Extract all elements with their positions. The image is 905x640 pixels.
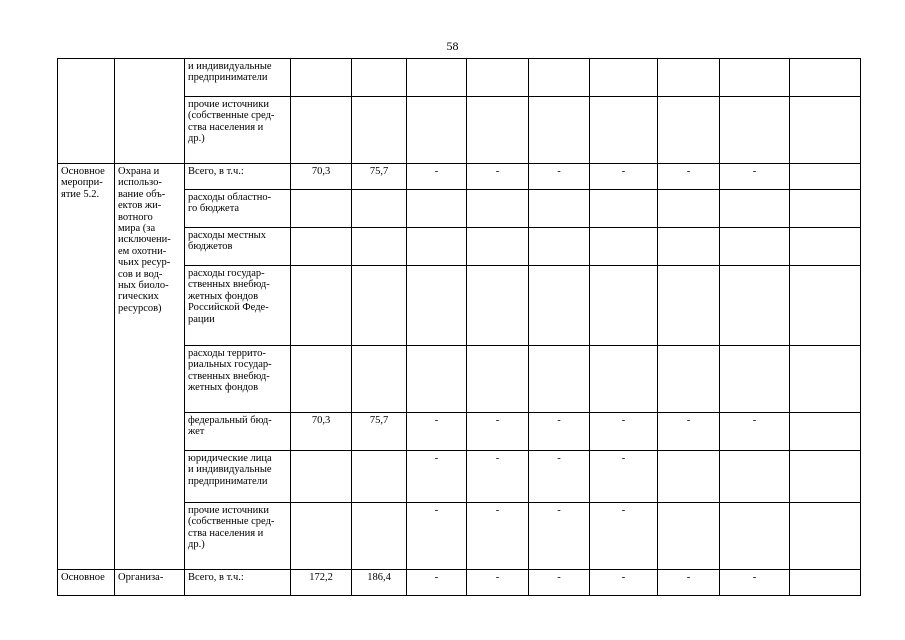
value-cell [790,97,861,164]
value-cell [658,346,720,413]
value-cell [590,59,658,97]
value-cell [590,346,658,413]
value-cell: 75,7 [352,413,407,451]
funding-source-cell [185,164,291,190]
event-name-cell [115,164,185,570]
funding-source-cell-line: Всего, в т.ч.: [188,572,244,583]
funding-source-cell-line: расходы областно- [188,192,272,203]
value-cell: - [720,164,790,190]
value-cell: - [720,570,790,596]
value-cell [529,346,590,413]
value-cell [291,97,352,164]
value-cell [658,190,720,228]
value-cell: - [407,570,467,596]
funding-source-cell-line: жет [188,426,205,438]
funding-source-cell [185,570,291,596]
funding-source-cell-line: го бюджета [188,203,240,215]
event-name-cell [115,59,185,164]
event-name-cell-line: ных биоло- [118,280,169,292]
value-cell: - [407,451,467,503]
funding-source-cell [185,266,291,346]
event-name-cell-line: мира (за [118,223,156,235]
value-cell: 186,4 [352,570,407,596]
value-cell [407,97,467,164]
value-cell [291,190,352,228]
value-cell [720,503,790,570]
value-cell [352,97,407,164]
funding-source-cell [185,413,291,451]
funding-source-cell-line: жетных фондов [188,290,259,302]
event-name-cell-line: Охрана и [118,166,160,177]
table-row [58,164,861,190]
funding-source-cell [185,190,291,228]
funding-source-cell-line: (собственные сред- [188,110,275,122]
value-cell: - [590,164,658,190]
funding-source-cell-line: ственных внебюд- [188,279,270,291]
value-cell [720,59,790,97]
event-cell [58,164,115,570]
event-name-cell-line: гических [118,291,159,303]
funding-source-cell-line: предприниматели [188,475,268,487]
funding-source-cell-line: ства населения и [188,527,264,539]
value-cell: 172,2 [291,570,352,596]
value-cell [352,228,407,266]
value-cell [529,228,590,266]
event-name-cell-line: использо- [118,177,162,189]
value-cell: - [529,503,590,570]
event-name-cell-line: ем охотни- [118,245,167,257]
value-cell [658,451,720,503]
value-cell [291,59,352,97]
value-cell [352,266,407,346]
value-cell [467,228,529,266]
event-name-cell-line: вотного [118,211,153,223]
table-body [58,59,861,596]
value-cell [529,97,590,164]
value-cell [352,190,407,228]
value-cell: - [529,451,590,503]
funding-source-cell [185,228,291,266]
funding-source-cell-line: прочие источники [188,505,269,516]
funding-source-cell [185,451,291,503]
value-cell [720,346,790,413]
value-cell: - [467,451,529,503]
value-cell [352,59,407,97]
event-name-cell-line: ектов жи- [118,200,162,212]
table-row [58,570,861,596]
funding-source-cell-line: и индивидуальные [188,464,272,476]
value-cell [658,503,720,570]
event-cell-line: меропри- [61,177,103,189]
funding-source-cell [185,346,291,413]
value-cell [720,190,790,228]
funding-source-cell-line: Российской Феде- [188,302,269,314]
value-cell [407,190,467,228]
funding-source-cell-line: жетных фондов [188,382,259,394]
funding-source-cell-line: предприниматели [188,72,268,84]
event-cell-line: Основное [61,572,105,583]
value-cell [790,190,861,228]
value-cell [407,228,467,266]
value-cell [467,97,529,164]
value-cell [658,228,720,266]
value-cell: - [590,503,658,570]
value-cell [790,413,861,451]
funding-source-cell-line: расходы местных [188,230,266,241]
value-cell [407,346,467,413]
value-cell [720,228,790,266]
budget-table [57,58,861,596]
value-cell [407,59,467,97]
value-cell [291,503,352,570]
value-cell [590,266,658,346]
value-cell: 75,7 [352,164,407,190]
value-cell [720,266,790,346]
value-cell: - [590,570,658,596]
value-cell: - [658,413,720,451]
value-cell: - [529,413,590,451]
value-cell [720,97,790,164]
value-cell: 70,3 [291,413,352,451]
value-cell [790,228,861,266]
event-cell [58,59,115,164]
value-cell: - [529,570,590,596]
event-name-cell-line: ресурсов) [118,302,162,314]
funding-source-cell-line: федеральный бюд- [188,415,272,426]
event-name-cell-line: вание объ- [118,188,166,200]
value-cell: - [407,503,467,570]
value-cell: - [467,413,529,451]
value-cell: - [407,164,467,190]
value-cell [291,346,352,413]
value-cell [407,266,467,346]
event-name-cell-line: сов и вод- [118,268,163,280]
value-cell: - [658,164,720,190]
value-cell [291,266,352,346]
value-cell [352,346,407,413]
value-cell [291,451,352,503]
funding-source-cell-line: и индивидуальные [188,61,272,72]
event-cell-line: Основное [61,166,105,177]
value-cell [790,503,861,570]
event-name-cell-line: исключени- [118,234,171,246]
funding-source-cell-line: рации [188,313,215,325]
funding-source-cell-line: юридические лица [188,453,272,464]
value-cell: 70,3 [291,164,352,190]
funding-source-cell-line: бюджетов [188,241,233,253]
funding-source-cell [185,503,291,570]
value-cell [352,451,407,503]
value-cell [658,266,720,346]
value-cell [467,266,529,346]
value-cell: - [720,413,790,451]
value-cell: - [658,570,720,596]
value-cell: - [590,413,658,451]
value-cell [790,59,861,97]
funding-source-cell-line: расходы террито- [188,348,266,359]
value-cell [790,346,861,413]
value-cell [590,97,658,164]
value-cell [467,59,529,97]
value-cell [658,59,720,97]
funding-source-cell [185,97,291,164]
event-name-cell-line: чьих ресур- [118,257,171,269]
value-cell [790,164,861,190]
value-cell: - [529,164,590,190]
value-cell [352,503,407,570]
value-cell [467,190,529,228]
value-cell: - [467,164,529,190]
value-cell: - [407,413,467,451]
funding-source-cell-line: др.) [188,133,205,145]
value-cell [291,228,352,266]
value-cell [529,266,590,346]
value-cell [590,228,658,266]
value-cell [658,97,720,164]
value-cell [790,570,861,596]
funding-source-cell-line: др.) [188,539,205,551]
value-cell [790,266,861,346]
value-cell [790,451,861,503]
page-number: 58 [446,39,459,53]
value-cell [529,190,590,228]
funding-source-cell-line: (собственные сред- [188,516,275,528]
event-name-cell [115,570,185,596]
table-row [58,59,861,97]
value-cell: - [467,503,529,570]
value-cell [467,346,529,413]
value-cell [720,451,790,503]
value-cell: - [467,570,529,596]
value-cell [590,190,658,228]
event-cell [58,570,115,596]
funding-source-cell [185,59,291,97]
event-cell-line: ятие 5.2. [61,188,100,200]
funding-source-cell-line: прочие источники [188,99,269,110]
funding-source-cell-line: риальных государ- [188,359,272,371]
value-cell: - [590,451,658,503]
event-name-cell-line: Организа- [118,572,164,583]
funding-source-cell-line: ства населения и [188,121,264,133]
funding-source-cell-line: Всего, в т.ч.: [188,166,244,177]
funding-source-cell-line: ственных внебюд- [188,370,270,382]
funding-source-cell-line: расходы государ- [188,268,265,279]
value-cell [529,59,590,97]
